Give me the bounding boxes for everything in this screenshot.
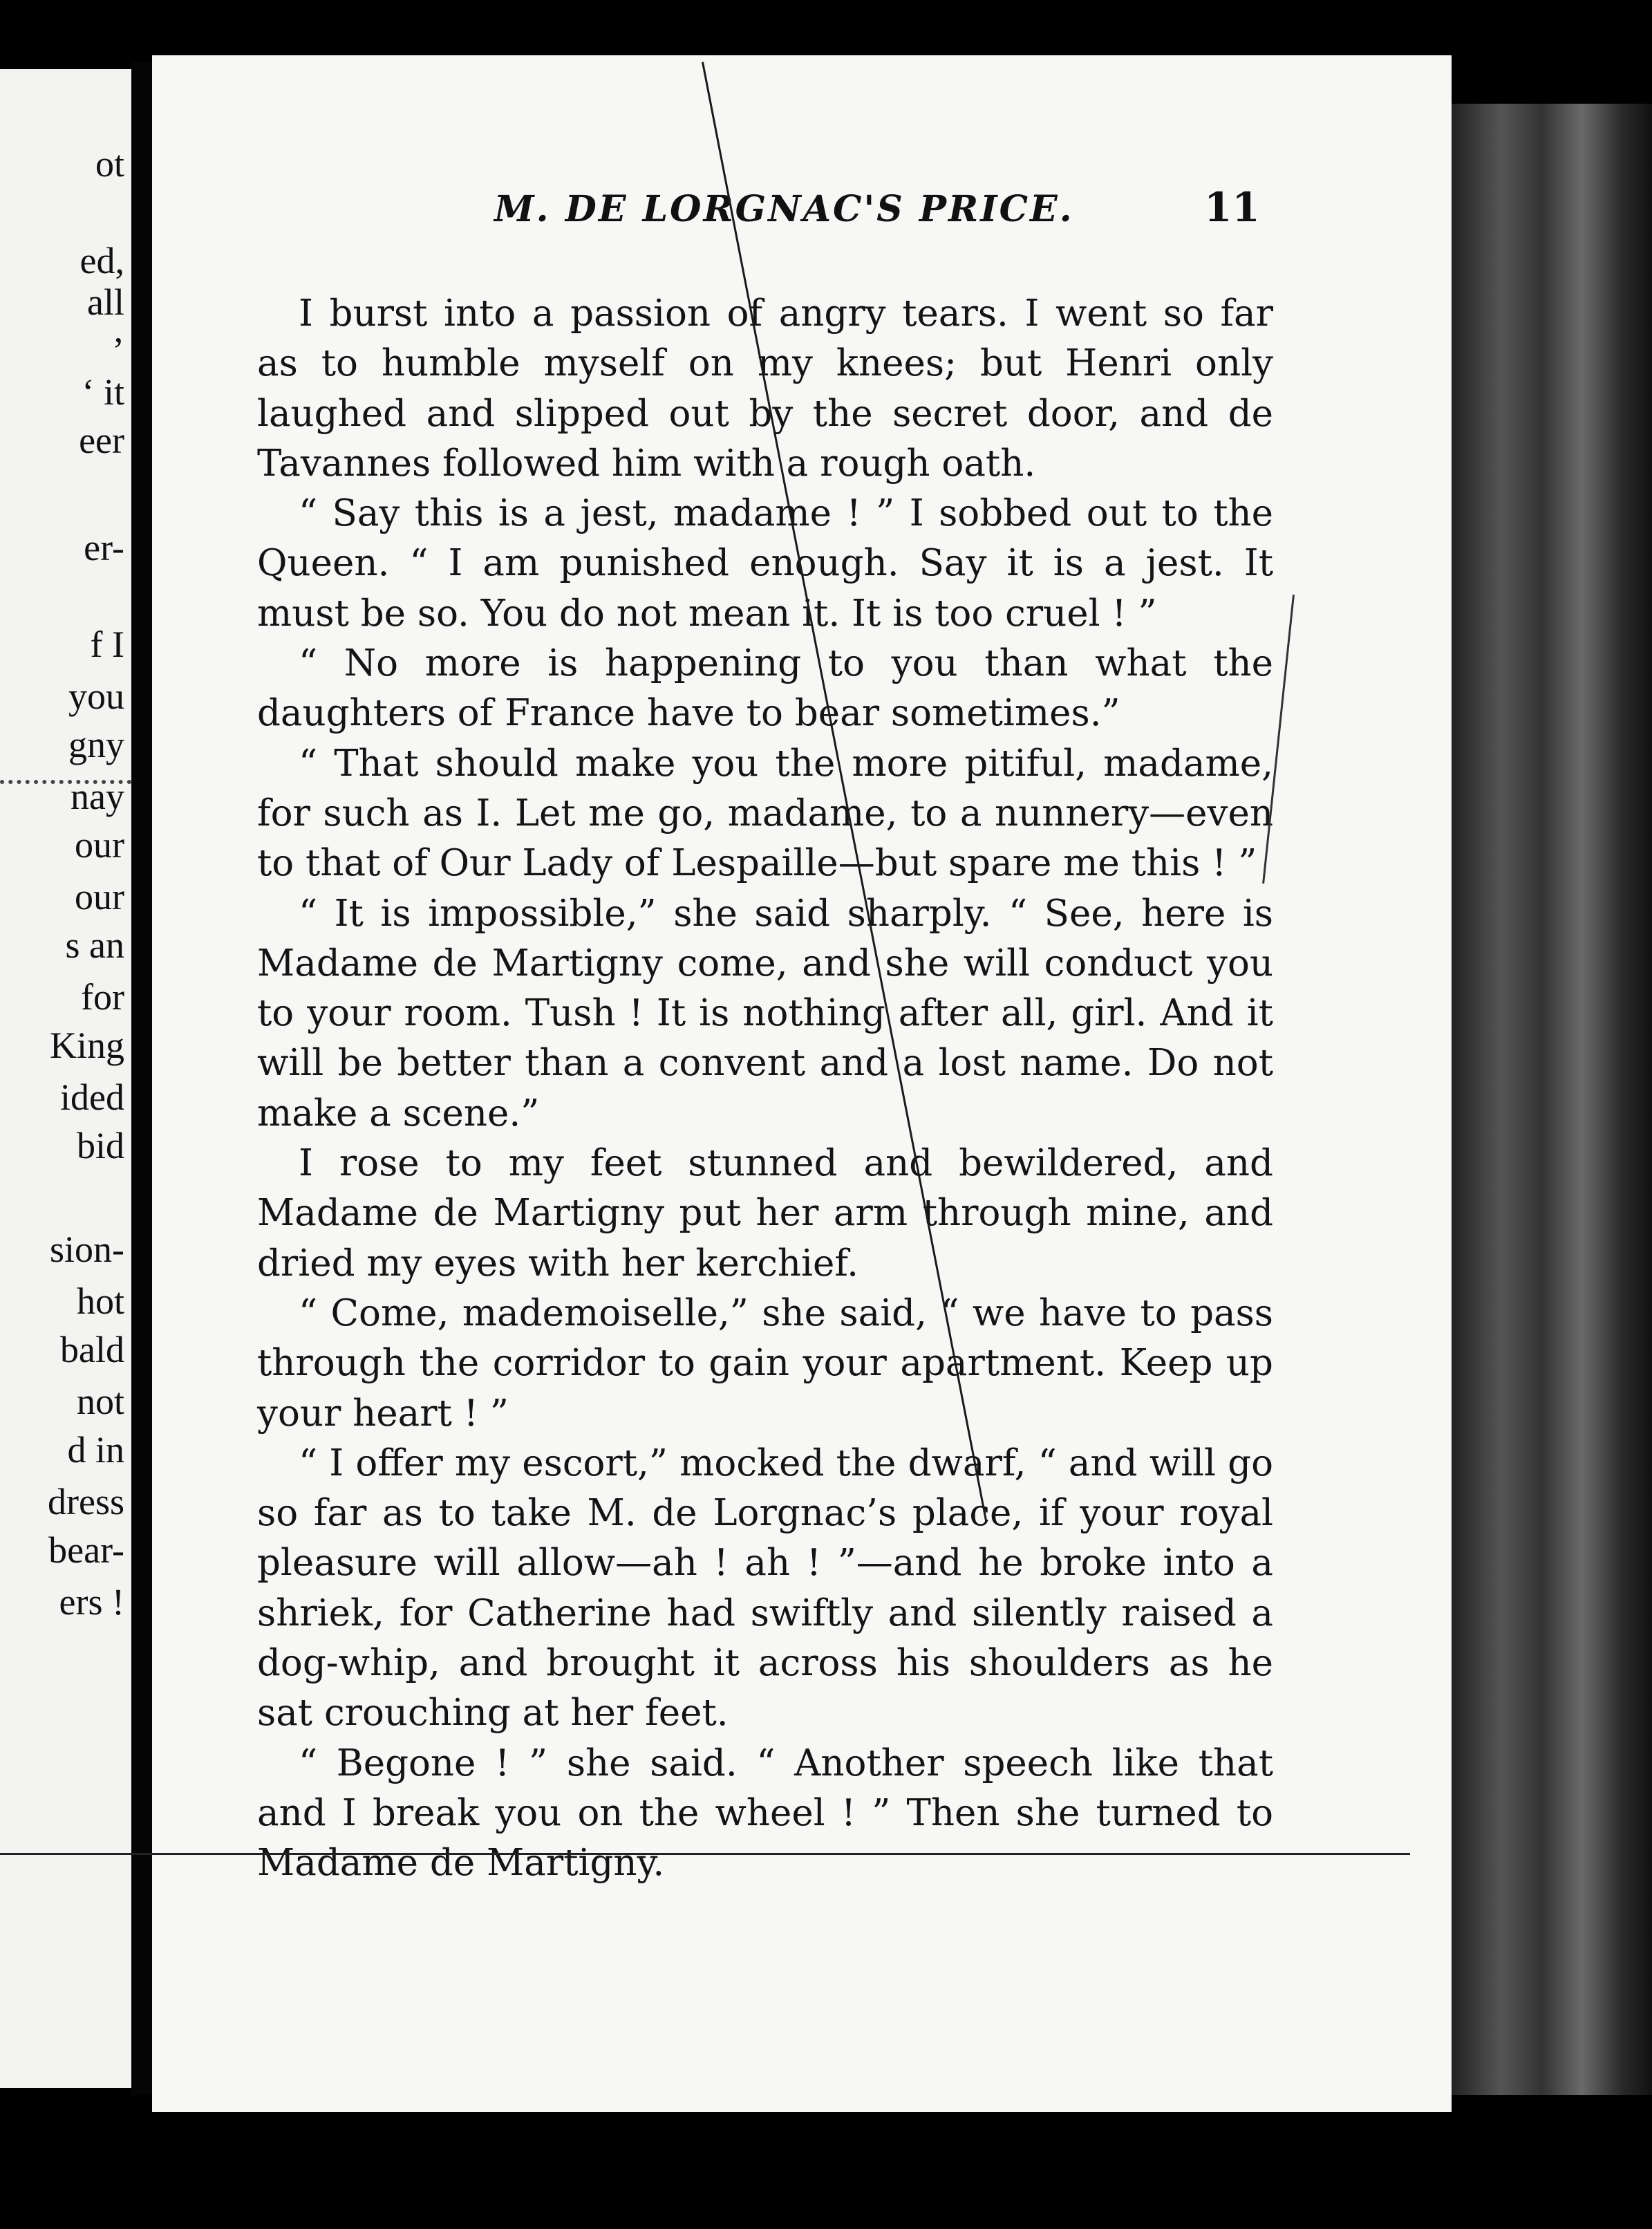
paragraph: “ That should make you the more pitiful, madame, for such as I. Let me go, madame, to a nunnery—even to that of Our Lady of Lespaille—but spare me this ! ” <box>257 742 1273 885</box>
body-text <box>257 289 1273 1889</box>
page-number: 11 <box>1204 184 1260 231</box>
paragraph: “ Begone ! ” she said. “ Another speech like that and I break you on the wheel ! ” Then she turned to Madame de Martigny. <box>257 1742 1273 1885</box>
paragraph: “ Say this is a jest, madame ! ” I sobbed out to the Queen. “ I am punished enough. Say it is a jest. It must be so. You do not mean it. It is too cruel ! ” <box>257 492 1273 635</box>
left-page-fragment <box>0 69 131 2088</box>
left-fragment-line: f I <box>90 624 124 665</box>
paragraph: “ Come, mademoiselle,” she said, “ we have to pass through the corridor to gain your apartment. Keep up your heart ! ” <box>257 1291 1273 1435</box>
paragraph: “ No more is happening to you than what the daughters of France have to bear sometimes.” <box>257 642 1273 735</box>
left-fragment-line: dress <box>48 1481 124 1522</box>
left-fragment-line: nay <box>71 776 124 817</box>
left-fragment-line: ‘ it <box>82 371 124 413</box>
running-head: M. DE LORGNAC'S PRICE. <box>494 188 1074 230</box>
paragraph: “ It is impossible,” she said sharply. “ See, here is Madame de Martigny come, and she will conduct you to your room. Tush ! It is nothing after all, girl. And it will be better than a convent and a lost name. Do not make a scene.” <box>257 892 1273 1135</box>
paragraph: I burst into a passion of angry tears. I went so far as to humble myself on my knees; but Henri only laughed and slipped out by the secret door, and de Tavannes followed him with a rough oath. <box>257 292 1273 485</box>
left-fragment-line: gny <box>68 724 124 765</box>
left-fragment-line: not <box>76 1381 124 1422</box>
left-fragment-line: for <box>81 976 124 1018</box>
left-fragment-line: sion- <box>50 1229 124 1270</box>
left-fragment-line: bear- <box>48 1529 124 1571</box>
left-fragment-line: you <box>68 675 124 717</box>
left-fragment-line: er- <box>84 527 124 568</box>
left-fragment-line: bald <box>60 1329 124 1370</box>
left-fragment-line: s an <box>65 924 124 966</box>
left-fragment-line: ers ! <box>59 1581 124 1623</box>
book-gutter <box>131 62 152 2095</box>
left-fragment-line: hot <box>76 1280 124 1322</box>
left-fragment-line: our <box>75 824 124 866</box>
left-fragment-line: ’ <box>112 330 124 371</box>
left-fragment-line: ot <box>95 143 124 185</box>
left-fragment-line: d in <box>67 1429 124 1471</box>
left-fragment-line: bid <box>76 1125 124 1166</box>
left-fragment-line: all <box>87 281 124 323</box>
left-fragment-line: our <box>75 876 124 917</box>
scan-rule-line <box>0 1853 1410 1855</box>
left-fragment-line: ed, <box>79 240 124 281</box>
left-fragment-line: King <box>50 1025 124 1066</box>
left-fragment-line: ided <box>60 1076 124 1118</box>
paragraph: “ I offer my escort,” mocked the dwarf, “ and will go so far as to take M. de Lorgnac’s place, if your royal pleasure will allow—ah ! ah ! ”—and he broke into a shriek, for Catherine had swiftly and silently raised a dog-whip, and brought it across his shoulders as he sat crouching at her feet. <box>257 1442 1273 1735</box>
left-fragment-line: eer <box>79 420 124 461</box>
paragraph: I rose to my feet stunned and bewildered, and Madame de Martigny put her arm through mine, and dried my eyes with her kerchief. <box>257 1142 1273 1285</box>
page-edge-shadow <box>1452 104 1652 2095</box>
